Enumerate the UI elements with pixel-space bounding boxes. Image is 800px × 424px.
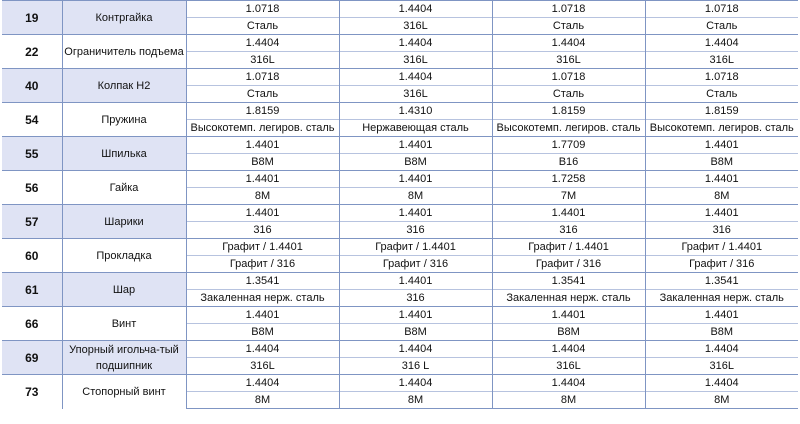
position-number: 66 xyxy=(2,307,62,341)
material-grade-cell: 316L xyxy=(339,18,492,35)
table-row xyxy=(2,1,798,18)
material-grade-cell: 8M xyxy=(339,188,492,205)
material-grade-cell: 316L xyxy=(645,52,798,69)
position-number: 57 xyxy=(2,205,62,239)
material-number-cell: 1.0718 xyxy=(492,1,645,18)
material-number-cell: 1.4404 xyxy=(339,35,492,52)
material-grade-cell: 8M xyxy=(492,392,645,409)
part-name: Винт xyxy=(62,307,186,341)
position-number: 54 xyxy=(2,103,62,137)
position-number: 61 xyxy=(2,273,62,307)
material-grade-cell: 8M xyxy=(645,392,798,409)
part-name: Контргайка xyxy=(62,1,186,35)
table-row xyxy=(2,341,798,358)
material-number-cell: 1.4401 xyxy=(186,171,339,188)
material-grade-cell: 316 xyxy=(645,222,798,239)
material-number-cell: 1.4401 xyxy=(645,137,798,154)
part-name: Упорный игольча-тый подшипник xyxy=(62,341,186,375)
material-number-cell: 1.4404 xyxy=(339,69,492,86)
position-number: 22 xyxy=(2,35,62,69)
part-name: Шарики xyxy=(62,205,186,239)
table-row xyxy=(2,307,798,324)
material-grade-cell: Высокотемп. легиров. сталь xyxy=(645,120,798,137)
material-grade-cell: B8M xyxy=(339,324,492,341)
material-number-cell: 1.7709 xyxy=(492,137,645,154)
material-grade-cell: B8M xyxy=(339,154,492,171)
part-name: Шпилька xyxy=(62,137,186,171)
part-name: Прокладка xyxy=(62,239,186,273)
table-row xyxy=(2,103,798,120)
position-number: 19 xyxy=(2,1,62,35)
material-number-cell: 1.0718 xyxy=(186,69,339,86)
material-number-cell: 1.4401 xyxy=(186,205,339,222)
material-number-cell: Графит / 1.4401 xyxy=(186,239,339,256)
material-grade-cell: Закаленная нерж. сталь xyxy=(645,290,798,307)
material-number-cell: 1.8159 xyxy=(645,103,798,120)
material-number-cell: 1.4310 xyxy=(339,103,492,120)
position-number: 56 xyxy=(2,171,62,205)
material-grade-cell: Сталь xyxy=(492,86,645,103)
material-number-cell: 1.4404 xyxy=(339,1,492,18)
material-grade-cell: B8M xyxy=(186,324,339,341)
material-grade-cell: 316L xyxy=(186,52,339,69)
material-number-cell: 1.4401 xyxy=(339,171,492,188)
material-grade-cell: Сталь xyxy=(645,18,798,35)
material-grade-cell: Закаленная нерж. сталь xyxy=(492,290,645,307)
material-number-cell: 1.4404 xyxy=(645,341,798,358)
table-row xyxy=(2,375,798,392)
material-number-cell: 1.4401 xyxy=(339,205,492,222)
material-number-cell: 1.3541 xyxy=(186,273,339,290)
position-number: 55 xyxy=(2,137,62,171)
material-number-cell: 1.4404 xyxy=(492,35,645,52)
position-number: 40 xyxy=(2,69,62,103)
material-grade-cell: B8M xyxy=(645,154,798,171)
material-grade-cell: 316L xyxy=(186,358,339,375)
material-grade-cell: B8M xyxy=(186,154,339,171)
table-row xyxy=(2,137,798,154)
material-number-cell: 1.4404 xyxy=(645,375,798,392)
material-number-cell: 1.4404 xyxy=(339,341,492,358)
material-grade-cell: Графит / 316 xyxy=(186,256,339,273)
material-grade-cell: Графит / 316 xyxy=(492,256,645,273)
material-grade-cell: Закаленная нерж. сталь xyxy=(186,290,339,307)
position-number: 69 xyxy=(2,341,62,375)
material-grade-cell: 316 L xyxy=(339,358,492,375)
material-grade-cell: Высокотемп. легиров. сталь xyxy=(492,120,645,137)
material-grade-cell: 316 xyxy=(186,222,339,239)
material-number-cell: 1.4401 xyxy=(645,205,798,222)
material-grade-cell: Высокотемп. легиров. сталь xyxy=(186,120,339,137)
material-grade-cell: 7M xyxy=(492,188,645,205)
material-number-cell: 1.0718 xyxy=(492,69,645,86)
material-number-cell: 1.4404 xyxy=(339,375,492,392)
material-grade-cell: 316L xyxy=(339,52,492,69)
table-row xyxy=(2,205,798,222)
material-number-cell: 1.8159 xyxy=(186,103,339,120)
part-name: Колпак H2 xyxy=(62,69,186,103)
position-number: 60 xyxy=(2,239,62,273)
table-row xyxy=(2,35,798,52)
material-grade-cell: 316 xyxy=(339,290,492,307)
material-number-cell: Графит / 1.4401 xyxy=(645,239,798,256)
material-grade-cell: 316 xyxy=(339,222,492,239)
part-name: Стопорный винт xyxy=(62,375,186,409)
material-grade-cell: Графит / 316 xyxy=(645,256,798,273)
material-grade-cell: Сталь xyxy=(492,18,645,35)
material-number-cell: 1.4401 xyxy=(339,307,492,324)
materials-table xyxy=(2,0,798,409)
table-row xyxy=(2,69,798,86)
part-name: Гайка xyxy=(62,171,186,205)
material-number-cell: 1.4401 xyxy=(339,137,492,154)
part-name: Пружина xyxy=(62,103,186,137)
material-number-cell: 1.4404 xyxy=(645,35,798,52)
material-number-cell: 1.3541 xyxy=(645,273,798,290)
material-number-cell: 1.4404 xyxy=(186,35,339,52)
material-grade-cell: Сталь xyxy=(186,86,339,103)
material-number-cell: 1.4401 xyxy=(492,205,645,222)
material-number-cell: 1.0718 xyxy=(645,1,798,18)
material-grade-cell: Сталь xyxy=(645,86,798,103)
material-grade-cell: 316L xyxy=(339,86,492,103)
table-row xyxy=(2,239,798,256)
material-number-cell: 1.7258 xyxy=(492,171,645,188)
material-number-cell: 1.4401 xyxy=(492,307,645,324)
material-number-cell: Графит / 1.4401 xyxy=(339,239,492,256)
material-grade-cell: 316L xyxy=(645,358,798,375)
materials-table-body xyxy=(2,1,798,409)
material-number-cell: 1.4404 xyxy=(492,341,645,358)
material-grade-cell: 8M xyxy=(645,188,798,205)
material-number-cell: 1.0718 xyxy=(645,69,798,86)
material-grade-cell: Графит / 316 xyxy=(339,256,492,273)
material-number-cell: 1.4401 xyxy=(186,137,339,154)
material-grade-cell: B16 xyxy=(492,154,645,171)
material-grade-cell: Нержавеющая сталь xyxy=(339,120,492,137)
table-row xyxy=(2,171,798,188)
table-row xyxy=(2,273,798,290)
part-name: Шар xyxy=(62,273,186,307)
material-number-cell: Графит / 1.4401 xyxy=(492,239,645,256)
material-grade-cell: B8M xyxy=(645,324,798,341)
material-grade-cell: Сталь xyxy=(186,18,339,35)
material-grade-cell: 8M xyxy=(339,392,492,409)
material-number-cell: 1.4401 xyxy=(339,273,492,290)
material-number-cell: 1.4404 xyxy=(186,341,339,358)
material-grade-cell: B8M xyxy=(492,324,645,341)
part-name: Ограничитель подъема xyxy=(62,35,186,69)
material-number-cell: 1.4401 xyxy=(645,171,798,188)
material-number-cell: 1.4404 xyxy=(492,375,645,392)
material-number-cell: 1.4401 xyxy=(186,307,339,324)
material-number-cell: 1.0718 xyxy=(186,1,339,18)
position-number: 73 xyxy=(2,375,62,409)
material-grade-cell: 316 xyxy=(492,222,645,239)
material-number-cell: 1.3541 xyxy=(492,273,645,290)
material-number-cell: 1.4404 xyxy=(186,375,339,392)
material-grade-cell: 8M xyxy=(186,392,339,409)
material-number-cell: 1.4401 xyxy=(645,307,798,324)
material-grade-cell: 316L xyxy=(492,52,645,69)
material-number-cell: 1.8159 xyxy=(492,103,645,120)
material-grade-cell: 316L xyxy=(492,358,645,375)
material-grade-cell: 8M xyxy=(186,188,339,205)
